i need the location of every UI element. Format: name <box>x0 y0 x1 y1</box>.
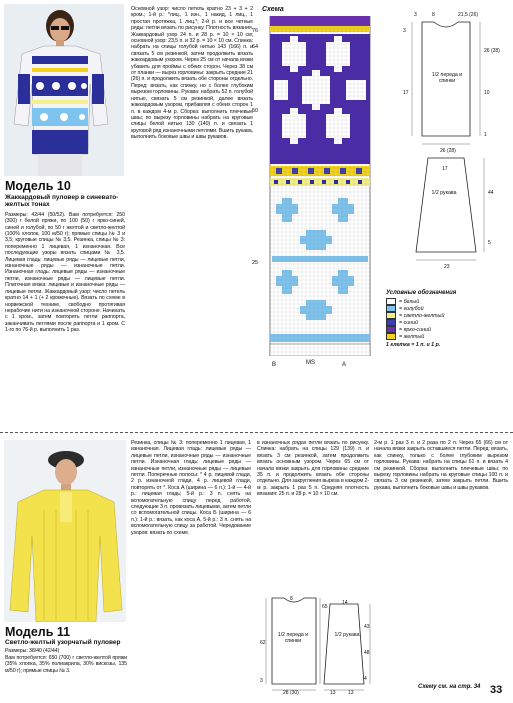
swatch-brightblue <box>386 326 396 333</box>
model11-diagram-sleeve-bottom-right: 13 <box>348 690 354 696</box>
model10-diagram-left-3: 3 <box>403 28 406 34</box>
model10-diagram-right-1: 1 <box>484 132 487 138</box>
model11-diagram-dim-4: 4 <box>364 676 367 682</box>
model10-text-mid: Основной узор: число петель кратно 23 + 3 + 2 кром.; 1-й р.: *лиц., 1 изн., 1 накид, 1 лиц., 1 простая протяжка, 1 лиц.*; 2-й р. и все четные ряды: петли вязать по рисунку. Плотность вязания. Жаккардовый узор 24 п. и 28 р. = 10 × 10 см; основной узор: 23,5 п. и 32 р. = 10 × 10 см. Спинка: набрать на спицы голубой нитью 143 (166) п. и связать 5 см резинкой, затем продолжить вязать жаккардовым узором. Через 25 см от начала вязки убавить для проймы с обеих сторон. Через 38 см от планки — вырез горловины: закрыть средние 21 (26) п. и продолжить вязать обе стороны отдельно. Перед: вязать, как спинку, но с более глубоким вырезом горловины. Рукава: набрать 52 п. голубой нитью, связать 5 см резинкой, далее вязать жаккардовым узором, прибавляя с обеих сторон 1 п. в каждом 4-м р. Сборка: выполнить плечевые швы; по вырезу горловины набрать на круговые спицы белой нитью 130 (140) п. и связать 1 круговой ряд изнаночными петлями. Вшить рукава, выполнить боковые швы и швы рукавов. <box>131 6 253 141</box>
section-divider <box>0 432 513 433</box>
model11-diagram <box>258 594 378 698</box>
model10-diagram-right-10: 10 <box>484 90 490 96</box>
scheme-mid-label: MS <box>306 360 315 366</box>
legend-item: = ярко-синий <box>386 326 510 333</box>
scheme-row-label-64: 64 <box>252 44 259 50</box>
scheme-title: Схема <box>262 6 284 13</box>
model10-title: Модель 10 <box>5 179 71 193</box>
scheme-row-label-25: 25 <box>252 260 259 266</box>
legend-item: = белый <box>386 298 510 305</box>
model11-diagram-dim-14: 14 <box>342 600 348 606</box>
model10-subtitle: Жаккардовый пуловер в синевато-желтых тонах <box>5 194 119 209</box>
model11-diagram-sleeve-bottom-left: 13 <box>330 690 336 696</box>
model11-diagram-dim-65: 65 <box>322 604 328 610</box>
model11-diagram-back-front-label: 1/2 переда и спинки <box>277 632 309 644</box>
scheme-row-label-50: 50 <box>252 108 259 114</box>
model10-photo <box>4 4 124 176</box>
model10-text-left: Размеры: 42/44 (50/52). Вам потребуется: 250 (300) г белой пряжи, по 100 (50) г ярко-синей, синей и голубой, по 50 г желтой и светло-желтой (100% хлопок, 100 м/50 г); прямые спицы № 3 и 3,5; круговые спицы № 3,5. Резинка, спицы № 3: попеременно 1 лицевая, 1 изнаночная. Все последующие узоры вязать спицами № 3,5. Лицевая гладь: лицевые ряды — лицевые петли, изнаночные ряды — изнаночные петли. Изнаночная гладь: лицевые ряды — изнаночные петли, изнаночные ряды — лицевые петли. Платочная вязка: лицевые и изнаночные ряды — лицевые петли. Жаккардовый узор: число петель кратно 14 + 1 (+ 2 кромочные). Вязать по схеме в норвежской технике, свободно протягивая нерабочие нити на изнаночной стороне. Начинать с 1 кром., затем повторять петли раппорта, заканчивать петлями после раппорта и 1 кром. С 1-го по 76-й р. выполнить 1 раз. <box>5 211 125 334</box>
model11-photo <box>4 440 126 622</box>
legend-item: = желтый <box>386 333 510 340</box>
legend-title: Условные обозначения <box>386 290 457 296</box>
scheme-start-b: B <box>272 362 277 368</box>
model11-diagram-width-bottom: 28 (30) <box>283 690 299 696</box>
model10-diagram-sleeve-length: 44 <box>488 190 494 196</box>
model11-diagram-dim-62: 62 <box>260 640 266 646</box>
model11-diagram-dim-3: 3 <box>260 678 263 684</box>
model11-subtitle: Светло-желтый узорчатый пуловер <box>5 639 121 646</box>
model11-sizes: Размеры: 38/40 (42/44) <box>5 648 60 655</box>
model11-diagram-dim-43: 43 <box>364 624 370 630</box>
model10-diagram-sleeve-cuff: 5 <box>488 240 491 246</box>
legend-item: = светло-желтый <box>386 312 510 319</box>
model10-diagram-left-17: 17 <box>403 90 409 96</box>
model10-diagram-top-8: 8 <box>432 12 435 18</box>
legend-item: = голубой <box>386 305 510 312</box>
model10-diagram-top-width: 21,5 (26) <box>458 12 479 18</box>
legend-item: = синий <box>386 319 510 326</box>
model10-diagram-top-3: 3 <box>414 12 417 18</box>
swatch-white <box>386 298 396 305</box>
swatch-lightyellow <box>386 312 396 319</box>
model10-diagram-back-front-label: 1/2 переда и спинки <box>431 72 463 84</box>
scheme-row-label-top: 76 <box>252 28 259 34</box>
swatch-yellow <box>386 333 396 340</box>
legend-note: 1 клетка = 1 п. и 1 р. <box>386 342 441 348</box>
model11-title: Модель 11 <box>5 625 71 639</box>
swatch-lightblue <box>386 305 396 312</box>
model11-scheme-ref: Схему см. на стр. 34 <box>418 684 481 690</box>
model11-diagram-dim-48: 48 <box>364 650 370 656</box>
page-number: 33 <box>490 684 503 696</box>
model11-text-col4: 2-м р. 1 раз 3 п. и 2 раза по 2 п. Через 65 (66) см от начала вязки закрыть оставшиеся петли. Перед: вязать, как спинку, только с более глубоким вырезом горловины. Рукава: набрать на спицы 61 п. и вязать 4 см резинкой. Сборка: выполнить плечевые швы; по вырезу горловины набрать на круговые спицы 100 п. и связать 3 см резинкой, затем закрыть петли. Вшить рукава, выполнить боковые швы и швы рукавов. <box>374 440 508 491</box>
model11-text-col3: в изнаночных рядах петли вязать по рисунку. Спинка: набрать на спицы 129 (139) п. и вязать 3 см резинкой, затем продолжить вязать основным узором. Через 65 см от начала вязки закрыть для горловины средние 35 п. и продолжить вязать обе стороны отдельно. Для закругления выреза в каждом 2-м р. закрыть 1 раз 5 п. Средняя плотность вязания: 25 п. и 28 р. = 10 × 10 см. <box>257 440 369 498</box>
model11-diagram-sleeve-label: 1/2 рукава <box>334 632 360 638</box>
model11-diagram-dim-8: 8 <box>290 596 293 602</box>
model10-diagram-sleeve-top: 17 <box>442 166 448 172</box>
swatch-blue <box>386 319 396 326</box>
model11-text-col2: Резинка, спицы № 3: попеременно 1 лицевая, 1 изнаночная. Лицевая гладь: лицевые ряды — лицевые петли, изнаночные ряды — изнаночные петли. Изнаночная гладь: лицевые ряды — изнаночные петли, изнаночные ряды — лицевые петли. Поперечные полосы: * 4 р. лицевой глади, 2 р. изнаночной глади, 4 р. лицевой глади, повторять от *. Коса А (ширина — 6 п.): 1-й — 4-й р.: лицевая гладь; 5-й р.: 3 п. снять на вспомогательную спицу перед работой, следующие 3 п. провязать лицевыми, затем петли со вспомогательной спицы. Коса Б (ширина — 6 п.): 1-й р.: вязать, как коса А, 5-й р.: 3 п. снять на вспомогательную спицу за работой. Чередование узоров: вязать по схеме. <box>131 440 251 536</box>
scheme-start-a: A <box>342 362 347 368</box>
model10-diagram-width-bottom: 26 (28) <box>440 148 456 154</box>
model10-diagram-sleeve-label: 1/2 рукава <box>431 190 457 196</box>
model10-diagram-sleeve-bottom: 23 <box>444 264 450 270</box>
jacquard-chart <box>262 16 376 356</box>
model10-diagram-right-height: 26 (28) <box>484 48 500 54</box>
model11-materials: Вам потребуется: 650 (700) г светло-желтой пряжи (35% хлопка, 35% полиакрила, 30% вискозы, 135 м/50 г); прямые спицы № 3. <box>5 654 127 674</box>
